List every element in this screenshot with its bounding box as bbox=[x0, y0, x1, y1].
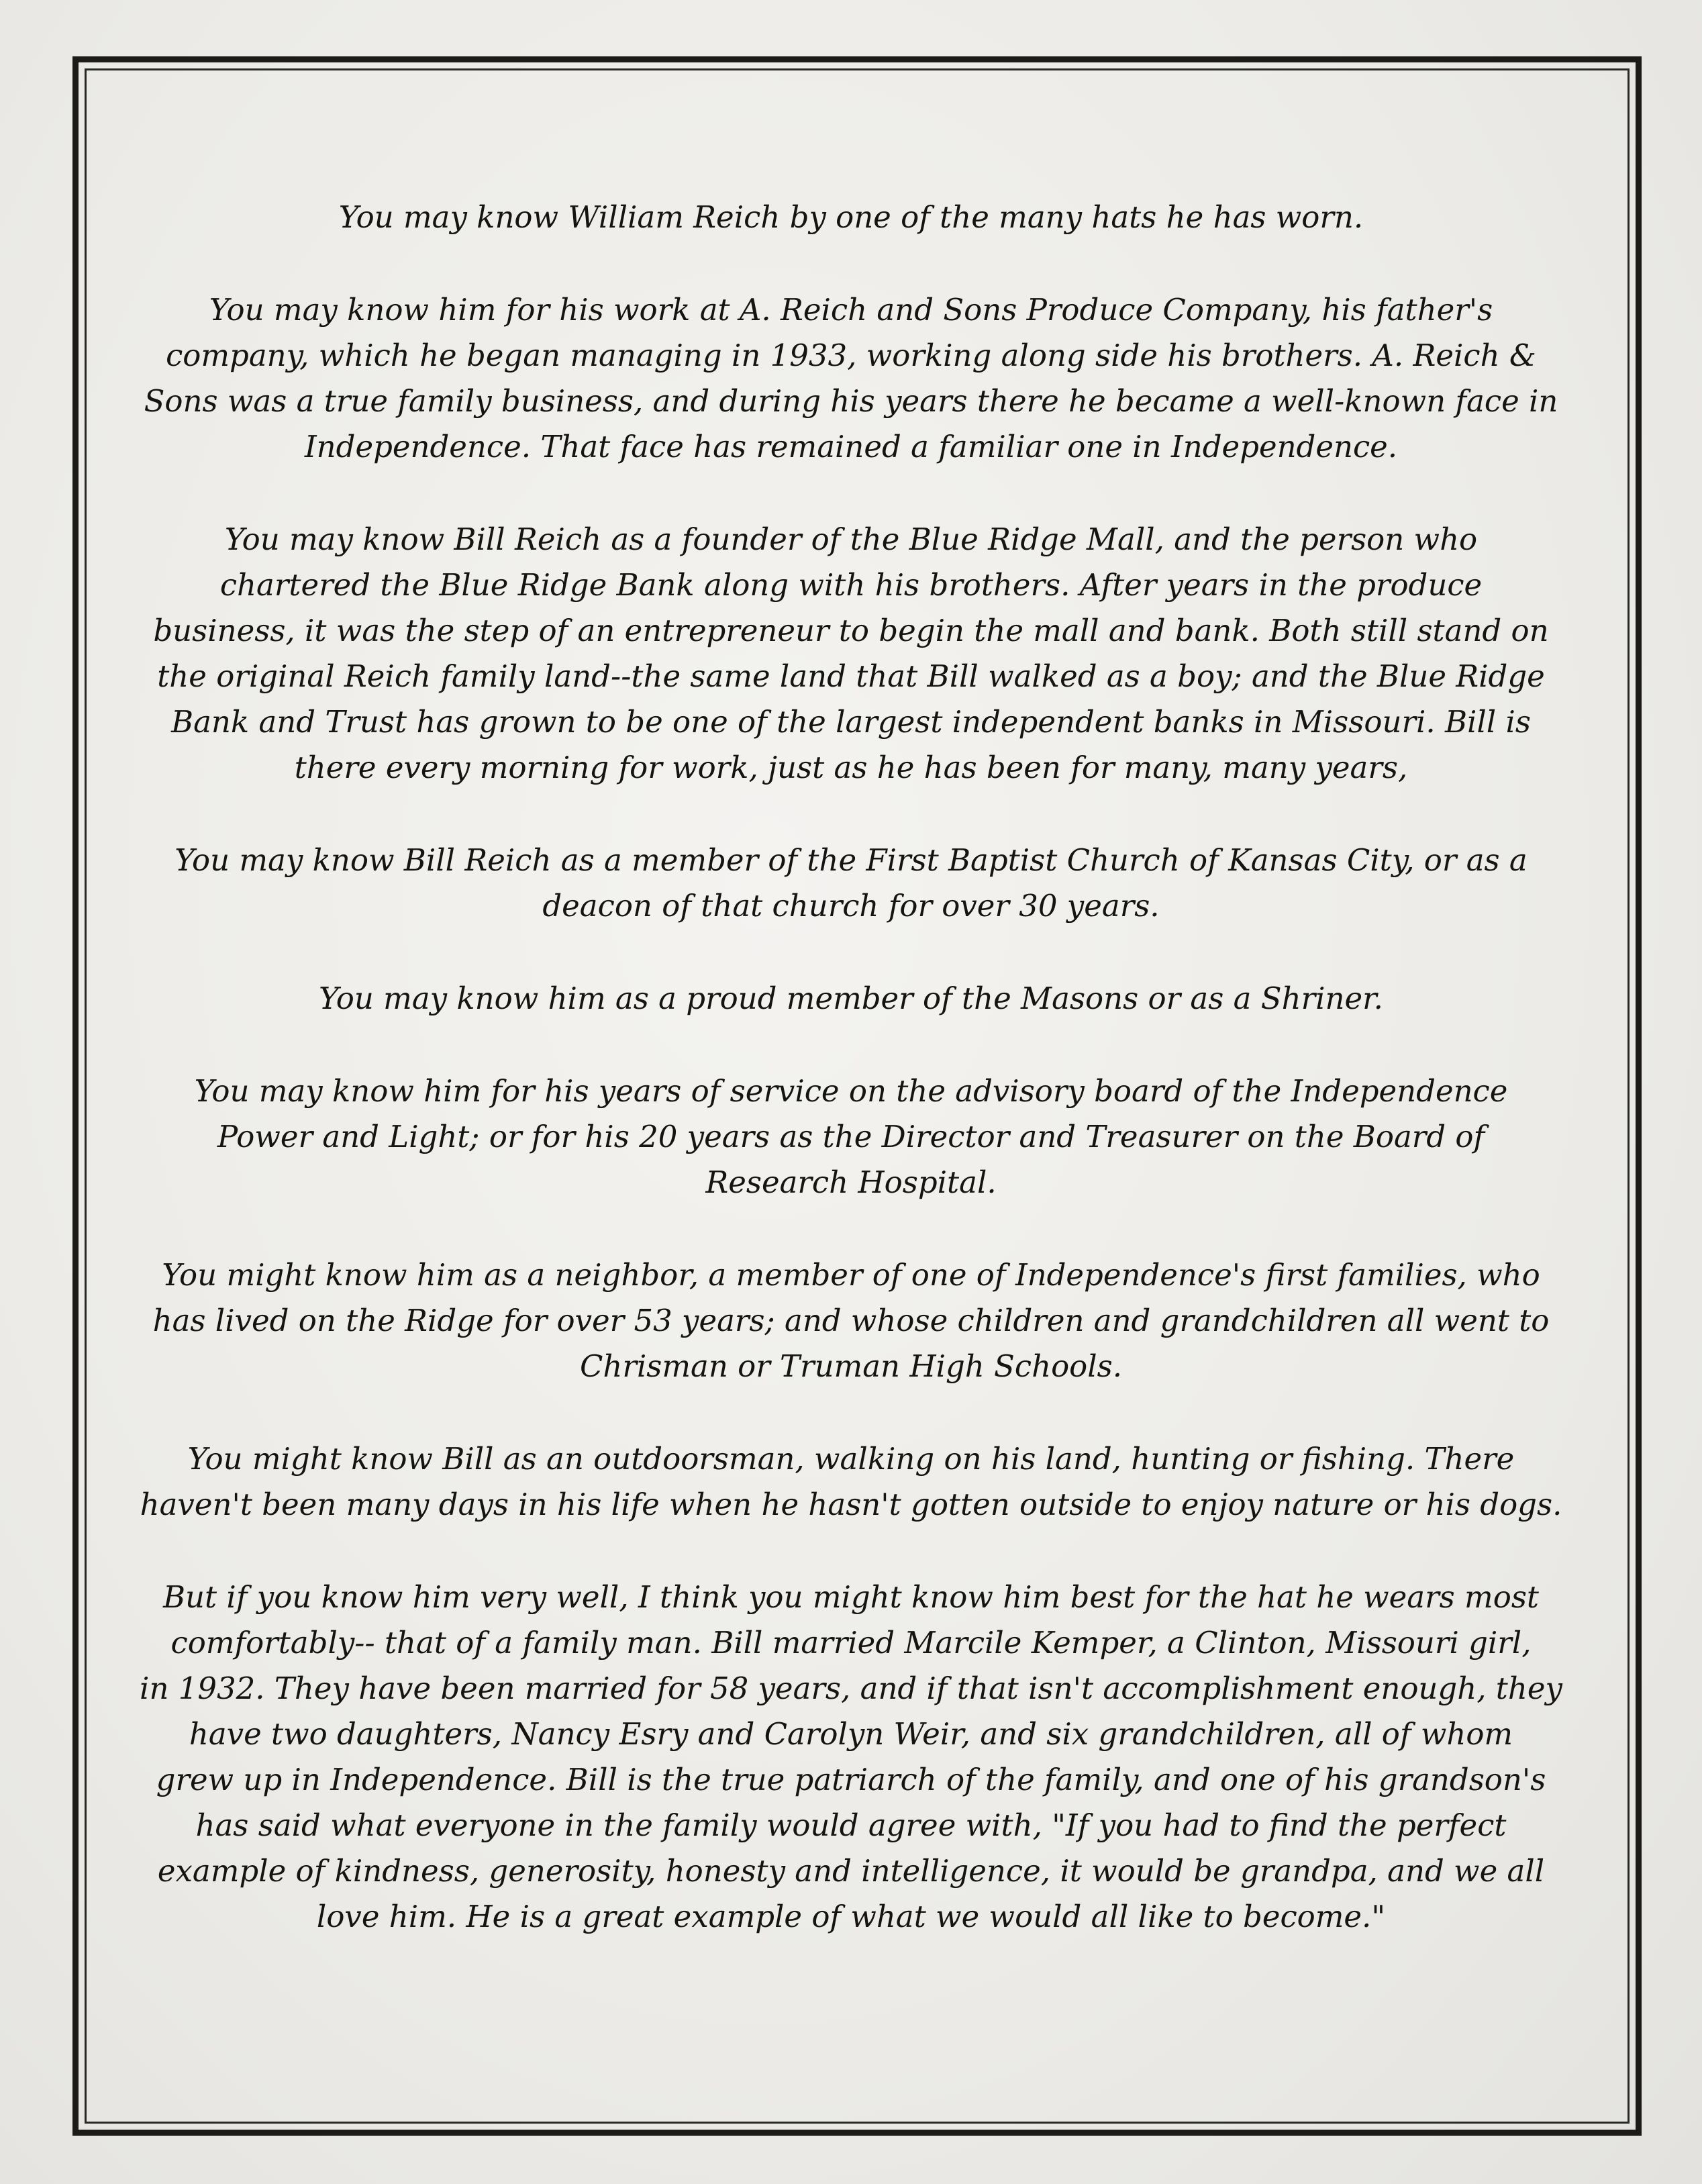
text-line: love him. He is a great example of what we would all like to become." bbox=[316, 1899, 1386, 1934]
paragraph-produce-company bbox=[134, 287, 1568, 470]
text-line: chartered the Blue Ridge Bank along with his brothers. After years in the produce bbox=[219, 567, 1483, 603]
paragraph-service bbox=[134, 1069, 1568, 1205]
text-line: Chrisman or Truman High Schools. bbox=[579, 1348, 1123, 1384]
text-line: You may know Bill Reich as a founder of the Blue Ridge Mall, and the person who bbox=[224, 522, 1478, 557]
paragraph-family-man bbox=[134, 1575, 1568, 1940]
text-line: You may know him for his years of service on the advisory board of the Independence bbox=[194, 1073, 1508, 1109]
text-line: comfortably-- that of a family man. Bill married Marcile Kemper, a Clinton, Missouri girl, bbox=[170, 1625, 1532, 1660]
text-line: Power and Light; or for his 20 years as the Director and Treasurer on the Board of bbox=[217, 1119, 1485, 1154]
text-line: has said what everyone in the family would agree with, "If you had to find the perfect bbox=[195, 1807, 1507, 1843]
paragraph-mall-and-bank bbox=[134, 517, 1568, 791]
text-line: Sons was a true family business, and during his years there he became a well-known face in bbox=[144, 383, 1558, 419]
paragraph-masons bbox=[134, 976, 1568, 1022]
text-line: in 1932. They have been married for 58 years, and if that isn't accomplishment enough, they bbox=[140, 1671, 1562, 1706]
text-line: the original Reich family land--the same land that Bill walked as a boy; and the Blue Ridge bbox=[157, 658, 1545, 694]
text-line: Research Hospital. bbox=[705, 1164, 997, 1200]
paragraph-intro bbox=[134, 195, 1568, 240]
paragraph-outdoorsman bbox=[134, 1436, 1568, 1528]
text-line: But if you know him very well, I think you might know him best for the hat he wears most bbox=[162, 1579, 1539, 1615]
text-line: You may know him for his work at A. Reich and Sons Produce Company, his father's bbox=[209, 292, 1493, 328]
text-line: You might know Bill as an outdoorsman, walking on his land, hunting or fishing. There bbox=[187, 1441, 1515, 1477]
text-line: Independence. That face has remained a familiar one in Independence. bbox=[304, 429, 1398, 464]
text-line: example of kindness, generosity, honesty and intelligence, it would be grandpa, and we all bbox=[157, 1853, 1545, 1889]
text-line: deacon of that church for over 30 years. bbox=[542, 888, 1160, 924]
text-line: has lived on the Ridge for over 53 years; and whose children and grandchildren all went to bbox=[152, 1303, 1550, 1338]
text-line: business, it was the step of an entrepreneur to begin the mall and bank. Both still stand on bbox=[153, 613, 1549, 648]
text-line: grew up in Independence. Bill is the true patriarch of the family, and one of his grandson's bbox=[156, 1762, 1546, 1797]
text-line: You may know Bill Reich as a member of the First Baptist Church of Kansas City, or as a bbox=[174, 842, 1528, 878]
text-line: company, which he began managing in 1933, working along side his brothers. A. Reich & bbox=[166, 338, 1536, 373]
text-line: haven't been many days in his life when he hasn't gotten outside to enjoy nature or his dogs. bbox=[140, 1487, 1562, 1522]
paragraph-neighbor bbox=[134, 1252, 1568, 1389]
text-line: You may know William Reich by one of the many hats he has worn. bbox=[338, 199, 1364, 235]
text-line: have two daughters, Nancy Esry and Carolyn Weir, and six grandchildren, all of whom bbox=[189, 1716, 1513, 1752]
paragraph-church bbox=[134, 838, 1568, 929]
text-line: You may know him as a proud member of the Masons or as a Shriner. bbox=[319, 981, 1383, 1016]
text-line: Bank and Trust has grown to be one of the largest independent banks in Missouri. Bill is bbox=[171, 704, 1531, 740]
text-line: there every morning for work, just as he has been for many, many years, bbox=[294, 750, 1408, 785]
tribute-text bbox=[134, 195, 1568, 1987]
text-line: You might know him as a neighbor, a member of one of Independence's first families, who bbox=[162, 1257, 1540, 1293]
